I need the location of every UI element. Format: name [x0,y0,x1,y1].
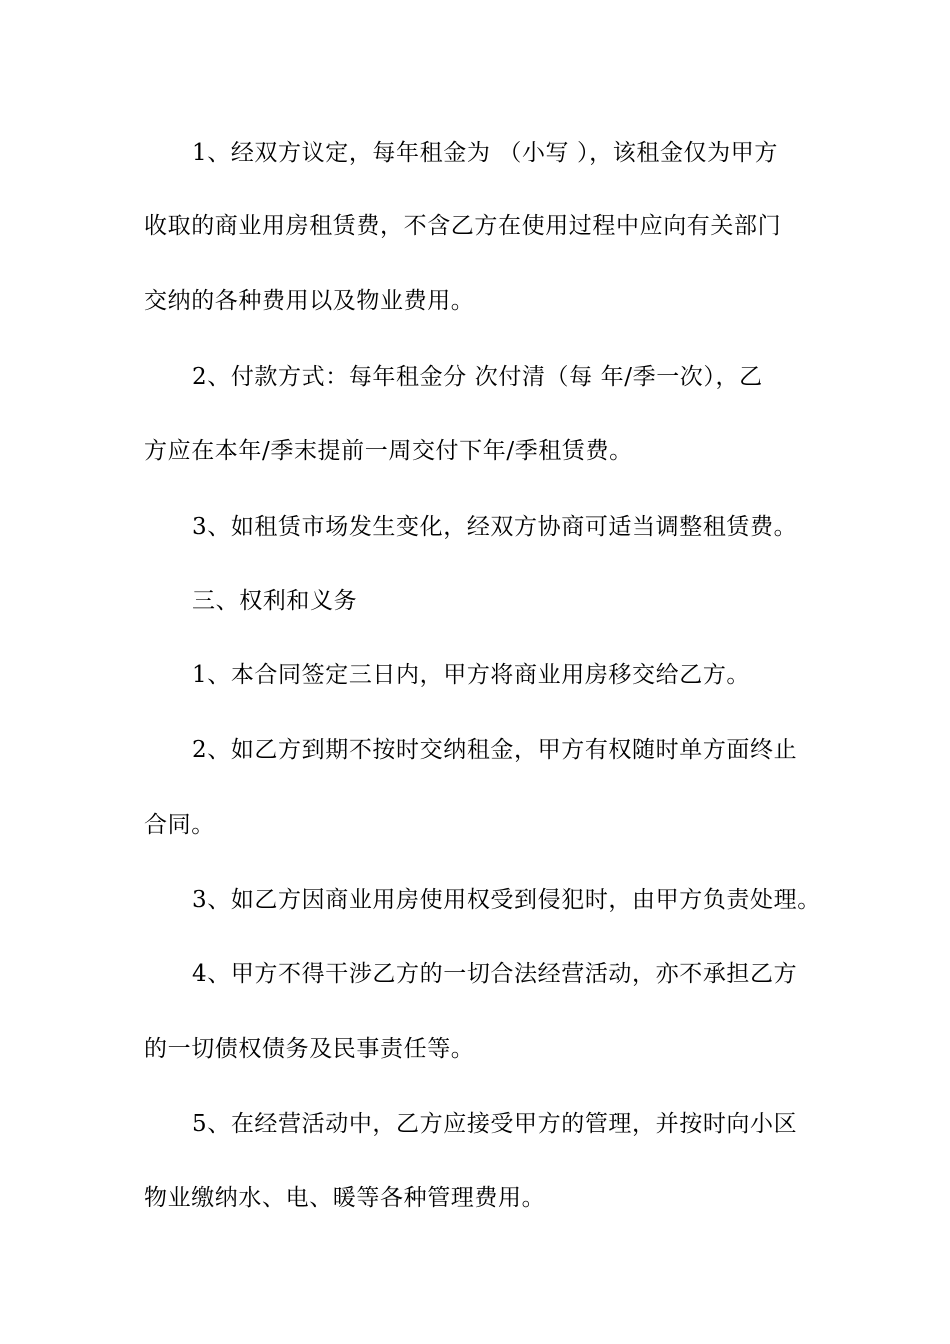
payment-method-clause-line-2: 方应在本年/季末提前一周交付下年/季租赁费。 [144,438,633,464]
termination-clause-line-2: 合同。 [144,812,215,838]
section-heading-rights-obligations: 三、权利和义务 [192,588,358,614]
rent-amount-clause-line-3: 交纳的各种费用以及物业费用。 [144,288,475,314]
rent-adjustment-clause: 3、如租赁市场发生变化，经双方协商可适当调整租赁费。 [192,514,798,540]
infringement-clause: 3、如乙方因商业用房使用权受到侵犯时，由甲方负责处理。 [192,887,821,913]
non-interference-clause-line-1: 4、甲方不得干涉乙方的一切合法经营活动，亦不承担乙方 [192,961,798,987]
rent-amount-clause-line-1: 1、经双方议定，每年租金为 （小写 ），该租金仅为甲方 [192,140,778,166]
termination-clause-line-1: 2、如乙方到期不按时交纳租金，甲方有权随时单方面终止 [192,737,798,763]
rent-amount-clause-line-2: 收取的商业用房租赁费，不含乙方在使用过程中应向有关部门 [144,213,782,239]
non-interference-clause-line-2: 的一切债权债务及民事责任等。 [144,1036,475,1062]
handover-clause: 1、本合同签定三日内，甲方将商业用房移交给乙方。 [192,662,751,688]
management-clause-line-2: 物业缴纳水、电、暖等各种管理费用。 [144,1185,546,1211]
management-clause-line-1: 5、在经营活动中，乙方应接受甲方的管理，并按时向小区 [192,1111,798,1137]
payment-method-clause-line-1: 2、付款方式：每年租金分 次付清（每 年/季一次），乙 [192,364,763,390]
